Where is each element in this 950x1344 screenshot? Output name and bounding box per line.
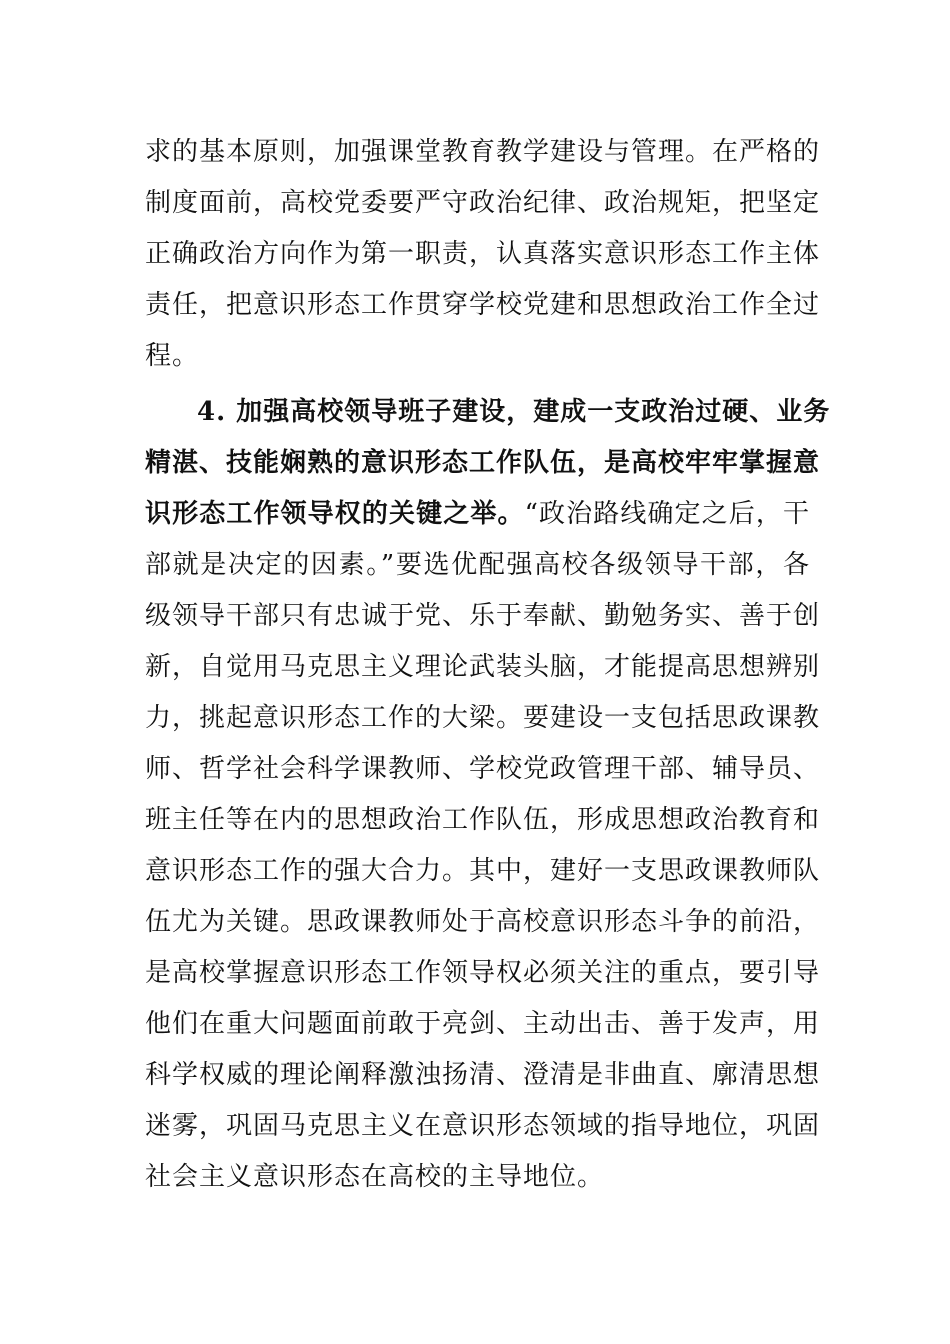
quote-start: “政治路线确定之后，干 [524,499,810,529]
paragraph-2-line: 部就是决定的因素。”要选优配强高校各级领导干部，各 [145,550,810,580]
paragraph-2-line: 社会主义意识形态在高校的主导地位。 [145,1162,605,1192]
paragraph-1 [145,127,821,382]
paragraph-2-line: 新，自觉用马克思主义理论武装头脑，才能提高思想辨别 [145,652,821,682]
paragraph-1-line: 求的基本原则，加强课堂教育教学建设与管理。在严格的 [145,137,821,167]
paragraph-2-line: 是高校掌握意识形态工作领导权必须关注的重点，要引导 [145,958,821,988]
paragraph-2-line: 科学权威的理论阐释激浊扬清、澄清是非曲直、廓清思想 [145,1060,821,1090]
paragraph-2-line: 意识形态工作的强大合力。其中，建好一支思政课教师队 [145,856,821,886]
section-heading-line: 4. 加强高校领导班子建设，建成一支政治过硬、业务 [197,397,831,427]
mixed-line [145,489,810,540]
paragraph-2-line: 师、哲学社会科学课教师、学校党政管理干部、辅导员、 [145,754,821,784]
paragraph-1-line: 责任，把意识形态工作贯穿学校党建和思想政治工作全过 [145,290,821,320]
paragraph-2-line: 班主任等在内的思想政治工作队伍，形成思想政治教育和 [145,805,821,835]
paragraph-1-line: 正确政治方向作为第一职责，认真落实意识形态工作主体 [145,239,821,269]
paragraph-1-line: 程。 [145,341,200,371]
paragraph-2-line: 级领导干部只有忠诚于党、乐于奉献、勤勉务实、善于创 [145,601,821,631]
section-heading-tail: 识形态工作领导权的关键之举。 [145,499,525,529]
paragraph-2-line: 伍尤为关键。思政课教师处于高校意识形态斗争的前沿， [145,907,821,937]
paragraph-2-line: 力，挑起意识形态工作的大梁。要建设一支包括思政课教 [145,703,821,733]
paragraph-2-line: 他们在重大问题面前敢于亮剑、主动出击、善于发声，用 [145,1009,821,1039]
paragraph-2-line: 迷雾，巩固马克思主义在意识形态领域的指导地位，巩固 [145,1111,821,1141]
section-heading-line: 精湛、技能娴熟的意识形态工作队伍，是高校牢牢掌握意 [145,448,821,478]
paragraph-2 [145,387,831,1203]
paragraph-1-line: 制度面前，高校党委要严守政治纪律、政治规矩，把坚定 [145,188,821,218]
